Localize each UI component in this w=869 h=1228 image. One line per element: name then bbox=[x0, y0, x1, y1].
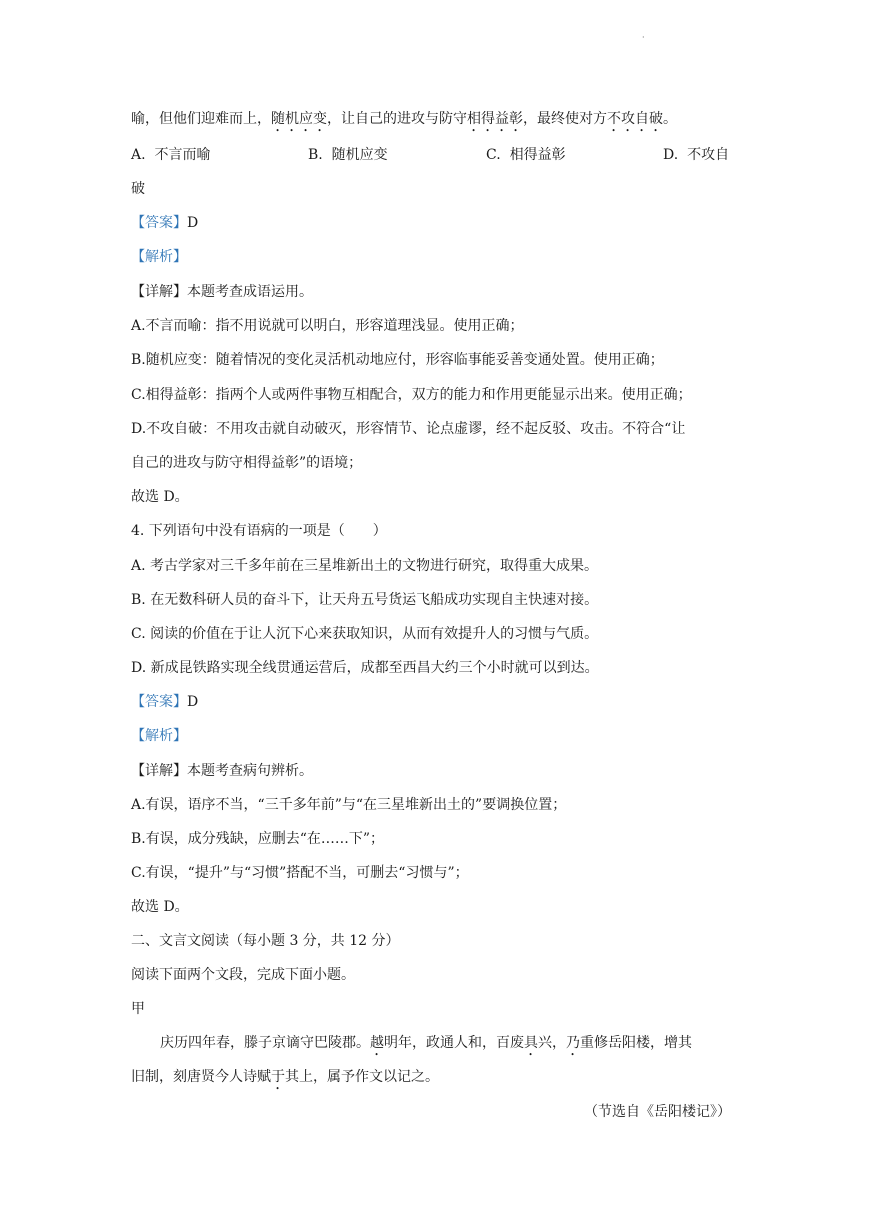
top-mark: · bbox=[642, 33, 645, 42]
q4-detail: 【详解】本题考查病句辨析。 bbox=[131, 763, 313, 779]
q4-answer bbox=[131, 691, 739, 713]
q3-answer bbox=[131, 212, 739, 234]
answer-label: 【答案】 bbox=[131, 215, 187, 231]
emphasized-idiom: 相得益彰 bbox=[467, 111, 523, 127]
q3-option-d-wrap: 破 bbox=[131, 181, 145, 197]
q4-option-d: D. 新成昆铁路实现全线贯通运营后，成都至西昌大约三个小时就可以到达。 bbox=[131, 660, 599, 676]
emphasized-idiom: 随机应变 bbox=[271, 111, 327, 127]
q3-explanation-c: C.相得益彰：指两个人或两件事物互相配合，双方的能力和作用更能显示出来。使用正确； bbox=[131, 387, 692, 403]
emphasized-idiom: 不攻自破 bbox=[607, 111, 663, 127]
detail-label: 【详解】 bbox=[131, 763, 187, 779]
q4-conclusion: 故选 D。 bbox=[131, 899, 189, 915]
q4-explanation-c: C.有误，“提升”与“习惯”搭配不当，可删去“习惯与”； bbox=[131, 865, 469, 881]
q3-option-b: B. 随机应变 bbox=[308, 147, 388, 163]
q4-analysis-label: 【解析】 bbox=[131, 728, 187, 744]
answer-label: 【答案】 bbox=[131, 694, 187, 710]
q3-explanation-d-cont: 自己的进攻与防守相得益彰”的语境； bbox=[131, 455, 363, 471]
q4-explanation-b: B.有误，成分残缺，应删去“在……下”； bbox=[131, 831, 385, 847]
passage-line-2: 旧制，刻唐贤今人诗赋于其上，属予作文以记之。 bbox=[131, 1069, 439, 1085]
q3-detail: 【详解】本题考查成语运用。 bbox=[131, 284, 313, 300]
q4-explanation-a: A.有误，语序不当，“三千多年前”与“在三星堆新出土的”要调换位置； bbox=[131, 797, 567, 813]
q3-option-d: D. 不攻自 bbox=[663, 147, 730, 163]
q3-explanation-a: A.不言而喻：指不用说就可以明白，形容道理浅显。使用正确； bbox=[131, 318, 524, 334]
q3-sentence-end: 喻，但他们迎难而上，随机应变，让自己的进攻与防守相得益彰，最终使对方不攻自破。 bbox=[131, 111, 677, 127]
detail-label: 【详解】 bbox=[131, 284, 187, 300]
q3-option-a: A. 不言而喻 bbox=[131, 147, 211, 163]
passage-line-1: 庆历四年春，滕子京谪守巴陵郡。越明年，政通人和，百废具兴，乃重修岳阳楼，增其 bbox=[160, 1035, 692, 1051]
q3-explanation-d: D.不攻自破：不用攻击就自动破灭，形容情节、论点虚谬，经不起反驳、攻击。不符合“让 bbox=[131, 421, 686, 437]
q3-conclusion: 故选 D。 bbox=[131, 489, 189, 505]
q4-option-a: A. 考古学家对三千多年前在三星堆新出土的文物进行研究，取得重大成果。 bbox=[131, 558, 599, 574]
answer-value: D bbox=[187, 694, 199, 710]
q3-analysis-label: 【解析】 bbox=[131, 249, 187, 265]
passage-jia-label: 甲 bbox=[131, 1001, 145, 1017]
emphasized-char: 于 bbox=[271, 1069, 285, 1085]
q4-question: 4. 下列语句中没有语病的一项是（ ） bbox=[131, 523, 387, 539]
q3-option-c: C. 相得益彰 bbox=[486, 147, 566, 163]
emphasized-char: 具 bbox=[524, 1035, 538, 1051]
q4-option-b: B. 在无数科研人员的奋斗下，让天舟五号货运飞船成功实现自主快速对接。 bbox=[131, 592, 599, 608]
passage-source: （节选自《岳阳楼记》） bbox=[584, 1104, 731, 1120]
section-instruction: 阅读下面两个文段，完成下面小题。 bbox=[131, 967, 355, 983]
q3-explanation-b: B.随机应变：随着情况的变化灵活机动地应付，形容临事能妥善变通处置。使用正确； bbox=[131, 352, 664, 368]
q4-option-c: C. 阅读的价值在于让人沉下心来获取知识，从而有效提升人的习惯与气质。 bbox=[131, 626, 599, 642]
emphasized-char: 乃 bbox=[566, 1035, 580, 1051]
answer-value: D bbox=[187, 215, 199, 231]
section-heading: 二、文言文阅读（每小题 3 分，共 12 分） bbox=[131, 933, 400, 949]
emphasized-char: 越 bbox=[370, 1035, 384, 1051]
